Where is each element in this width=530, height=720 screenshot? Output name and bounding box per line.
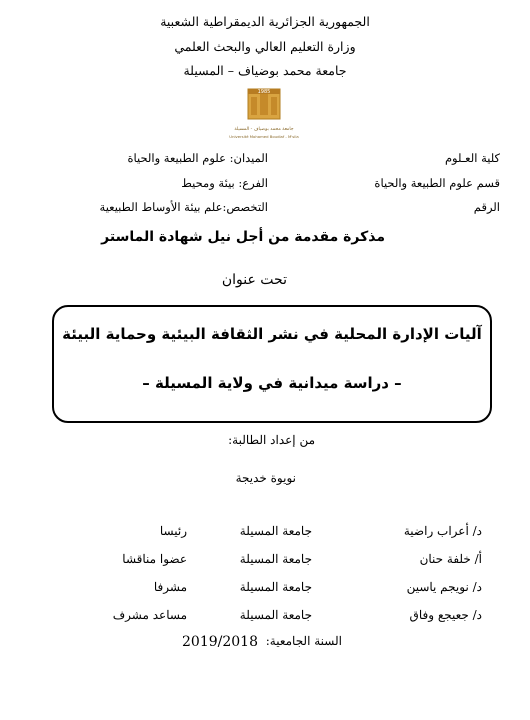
committee-role: رئيسا bbox=[159, 524, 187, 538]
student-name: نويوة خديجة bbox=[235, 471, 296, 485]
under-title-label: تحت عنوان bbox=[221, 272, 287, 288]
domain-label: الميدان: علوم الطبيعة والحياة bbox=[127, 151, 268, 165]
republic-header: الجمهورية الجزائرية الديمقراطية الشعبية bbox=[160, 14, 370, 29]
committee-role: مشرفا bbox=[153, 580, 187, 594]
committee-role: مساعد مشرف bbox=[112, 608, 187, 622]
committee-name: د/ نويجم ياسين bbox=[406, 580, 482, 594]
academic-year-label: السنة الجامعية: bbox=[265, 634, 342, 648]
committee-university: جامعة المسيلة bbox=[239, 524, 312, 538]
committee-role: عضوا مناقشا bbox=[122, 552, 187, 566]
committee-university: جامعة المسيلة bbox=[239, 608, 312, 622]
logo-name-ar: جامعة محمد بوضياف - المسيلة bbox=[234, 127, 294, 132]
logo-year: 1985 bbox=[257, 89, 271, 95]
university-header: جامعة محمد بوضياف – المسيلة bbox=[183, 63, 347, 78]
prepared-by-label: من إعداد الطالبة: bbox=[228, 433, 315, 447]
thesis-title-line1: آليات الإدارة المحلية في نشر الثقافة البيئية وحماية البيئة bbox=[62, 325, 482, 343]
specialty-label: التخصص:علم بيئة الأوساط الطبيعية bbox=[99, 200, 268, 214]
thesis-title-line2: – دراسة ميدانية في ولاية المسيلة – bbox=[142, 374, 402, 392]
faculty-label: كلية العـلوم bbox=[444, 151, 500, 165]
committee-name: أ/ خلفة حنان bbox=[419, 552, 482, 566]
committee-university: جامعة المسيلة bbox=[239, 552, 312, 566]
logo-name-fr: Université Mohamed Boudiaf - M'sila bbox=[229, 134, 299, 139]
department-label: قسم علوم الطبيعة والحياة bbox=[374, 176, 500, 190]
committee-university: جامعة المسيلة bbox=[239, 580, 312, 594]
memo-title: مذكرة مقدمة من أجل نيل شهادة الماستر bbox=[101, 229, 385, 245]
committee-name: د/ أعراب راضية bbox=[403, 524, 482, 538]
university-logo bbox=[229, 85, 299, 145]
academic-year-value: 2019/2018 bbox=[182, 634, 258, 650]
thesis-title-box bbox=[52, 305, 492, 423]
branch-label: الفرع: بيئة ومحيط bbox=[181, 176, 268, 190]
ministry-header: وزارة التعليم العالي والبحث العلمي bbox=[174, 39, 356, 54]
number-label: الرقم bbox=[473, 200, 500, 214]
committee-name: د/ جعيجع وفاق bbox=[409, 608, 482, 622]
